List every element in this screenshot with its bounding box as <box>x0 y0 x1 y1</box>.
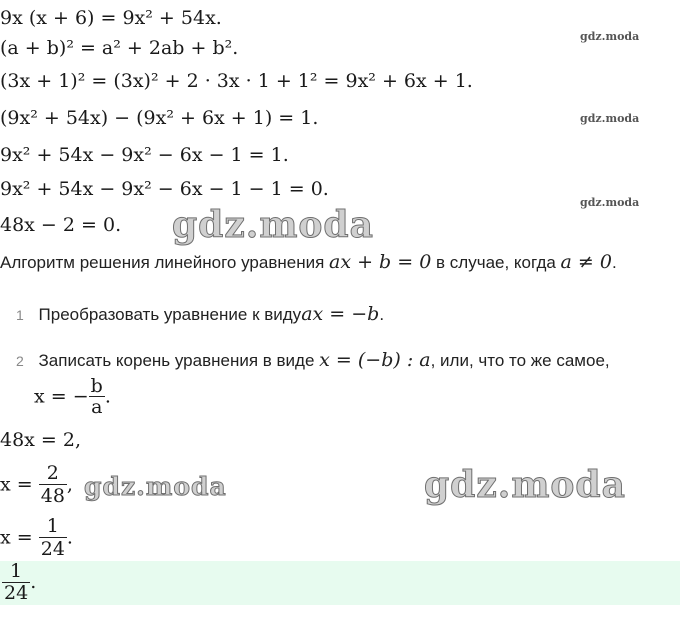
solution-line-9-lhs: x = <box>0 473 33 496</box>
watermark-small-3: gdz.moda <box>580 196 640 209</box>
step-2-text: Записать корень уравнения в виде <box>38 351 320 370</box>
watermark-big-2: gdz.moda <box>84 472 227 501</box>
step-number-1: 1 <box>16 307 24 323</box>
solution-line-10-fraction <box>39 515 67 560</box>
solution-line-8: 48x = 2, <box>0 429 82 451</box>
step-2-end: , или, что то же самое, <box>430 351 610 370</box>
step-number-2: 2 <box>16 353 24 369</box>
step-2-formula-end: . <box>104 385 111 408</box>
step-1-end: . <box>379 305 385 324</box>
algorithm-step-2 <box>16 348 610 373</box>
solution-line-10-end: . <box>66 526 73 549</box>
equation-line-3: (3x + 1)² = (3x)² + 2 · 3x · 1 + 1² = 9x² + 6x + 1. <box>0 70 473 92</box>
step-1-text: Преобразовать уравнение к виду <box>38 305 302 324</box>
step-2-formula-lhs: x = − <box>34 385 89 408</box>
answer-fraction <box>2 561 30 604</box>
watermark-small-2: gdz.moda <box>580 112 640 125</box>
equation-line-1: 9x (x + 6) = 9x² + 54x. <box>0 7 222 29</box>
step-2-fraction <box>89 376 105 417</box>
algorithm-step-1 <box>16 302 384 327</box>
step-2-fraction-num: b <box>90 375 103 397</box>
algorithm-title-cond: a ≠ 0 <box>560 251 612 273</box>
step-2-formula <box>34 376 111 417</box>
answer-den: 24 <box>4 582 29 604</box>
step-2-math: x = (−b) : a <box>319 349 431 371</box>
solution-line-9-fraction <box>39 462 67 507</box>
step-1-math: ax = −b <box>301 303 380 325</box>
solution-line-9-end: , <box>66 473 73 496</box>
equation-line-5: 9x² + 54x − 9x² − 6x − 1 = 1. <box>0 144 289 166</box>
equation-line-2: (a + b)² = a² + 2ab + b². <box>0 37 239 59</box>
equation-line-4: (9x² + 54x) − (9x² + 6x + 1) = 1. <box>0 107 319 129</box>
algorithm-title <box>0 250 617 275</box>
equation-line-7: 48x − 2 = 0. <box>0 214 122 236</box>
watermark-big-1: gdz.moda <box>172 204 374 246</box>
algorithm-title-end: . <box>611 253 617 272</box>
solution-line-10-num: 1 <box>46 515 59 537</box>
algorithm-title-mid: в случае, когда <box>431 253 561 272</box>
equation-line-6: 9x² + 54x − 9x² − 6x − 1 − 1 = 0. <box>0 178 329 200</box>
answer-num: 1 <box>10 560 23 582</box>
solution-line-10-den: 24 <box>40 538 65 560</box>
watermark-small-1: gdz.moda <box>580 30 640 43</box>
algorithm-title-eq: ax + b = 0 <box>329 251 432 273</box>
solution-line-9-num: 2 <box>46 462 59 484</box>
solution-line-10 <box>0 515 73 560</box>
step-2-fraction-den: a <box>89 396 105 417</box>
answer-box <box>0 561 680 605</box>
answer-value <box>2 561 36 604</box>
solution-line-9 <box>0 462 73 507</box>
watermark-big-3: gdz.moda <box>424 464 626 506</box>
answer-end: . <box>30 571 37 593</box>
solution-line-10-lhs: x = <box>0 526 33 549</box>
algorithm-title-prefix: Алгоритм решения линейного уравнения <box>0 253 330 272</box>
solution-line-9-den: 48 <box>40 485 65 507</box>
